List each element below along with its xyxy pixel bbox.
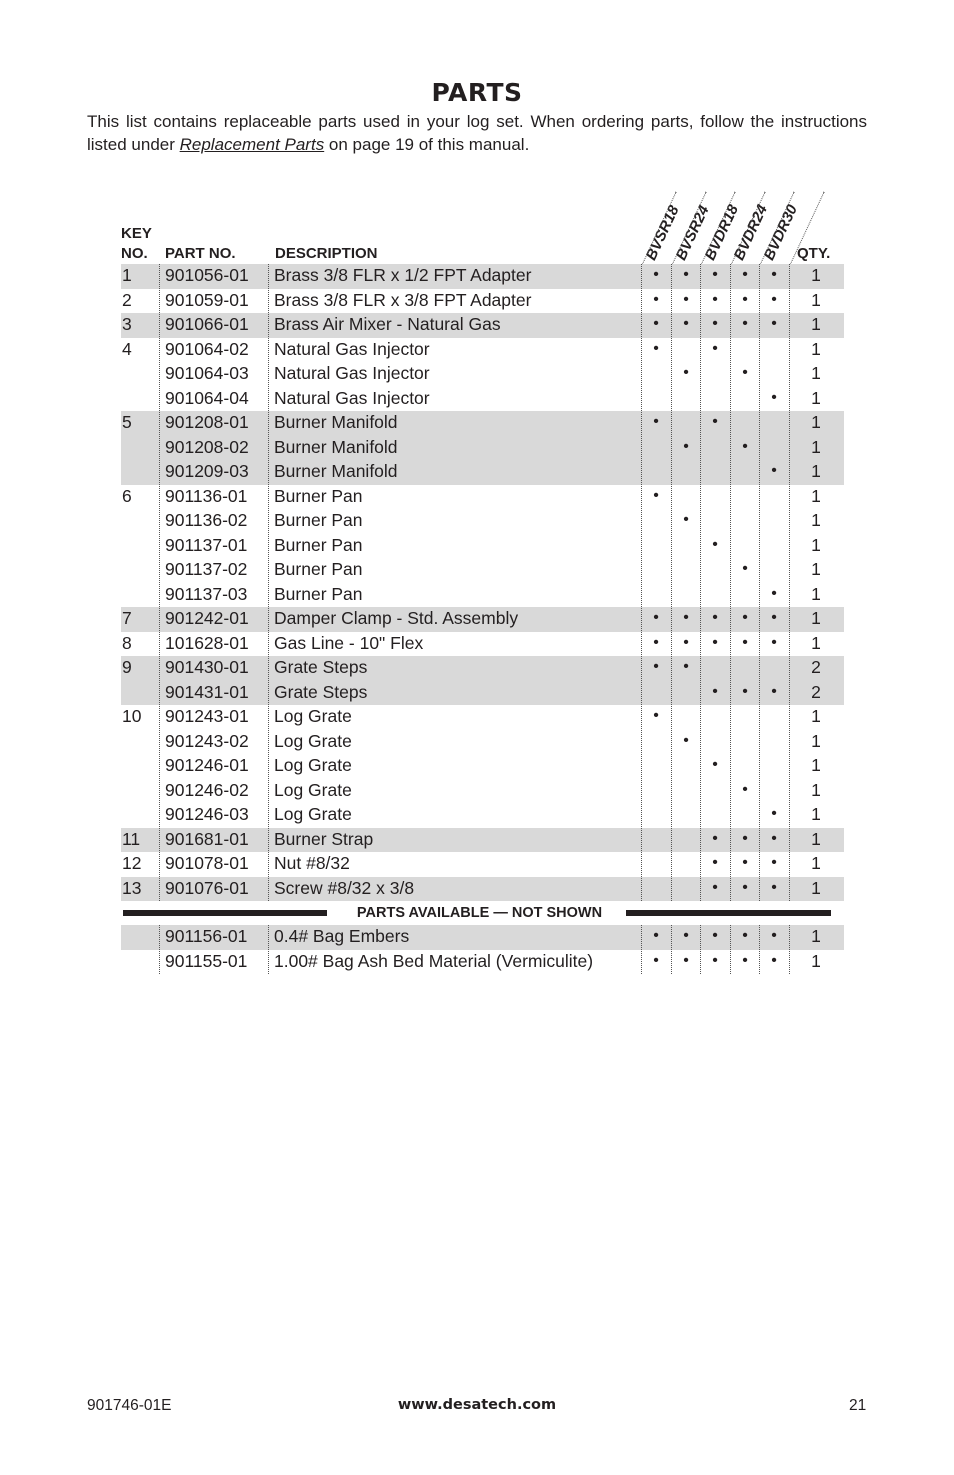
quantity: 1 — [811, 583, 821, 604]
model-bullet-bvdr30: • — [771, 829, 777, 847]
part-number: 901137-03 — [165, 583, 248, 604]
model-bullet-bvsr18: • — [653, 927, 659, 944]
model-bullet-bvdr30: • — [771, 805, 777, 822]
replacement-parts-link[interactable]: Replacement Parts — [179, 135, 325, 154]
table-row — [121, 436, 844, 461]
model-bullet-bvdr24: • — [742, 266, 748, 283]
quantity: 1 — [811, 730, 821, 751]
quantity: 1 — [811, 559, 821, 579]
model-bullet-bvdr30: • — [771, 878, 777, 896]
part-description: Burner Strap — [274, 828, 374, 849]
model-header-bvdr24: BVDR24 — [730, 202, 772, 263]
key-number: 9 — [122, 657, 132, 677]
table-row — [121, 730, 844, 755]
quantity: 1 — [811, 926, 821, 946]
column-divider — [759, 264, 760, 901]
model-bullet-bvdr24: • — [742, 560, 748, 577]
part-number: 901064-04 — [165, 387, 249, 408]
model-bullet-bvsr24: • — [683, 266, 689, 283]
separator-label: PARTS AVAILABLE — NOT SHOWN — [356, 905, 603, 921]
part-description: Grate Steps — [274, 681, 368, 702]
quantity: 1 — [811, 706, 821, 726]
table-row — [121, 632, 844, 657]
quantity: 1 — [811, 779, 821, 800]
model-bullet-bvdr30: • — [771, 388, 777, 406]
model-bullet-bvdr24: • — [742, 364, 748, 381]
key-number: 8 — [122, 632, 132, 653]
model-bullet-bvdr18: • — [712, 878, 718, 896]
table-row — [121, 558, 844, 583]
model-bullet-bvdr24: • — [742, 633, 748, 651]
model-bullet-bvdr18: • — [712, 951, 718, 969]
part-number: 901064-03 — [165, 363, 249, 383]
model-bullet-bvdr18: • — [712, 609, 718, 626]
column-divider — [159, 925, 160, 974]
key-number: 1 — [122, 265, 132, 285]
separator-bar-right — [626, 910, 831, 916]
table-row — [121, 705, 844, 730]
part-description: Natural Gas Injector — [274, 338, 430, 359]
quantity: 1 — [811, 314, 821, 334]
column-divider — [641, 264, 642, 901]
model-bullet-bvdr24: • — [742, 437, 748, 455]
model-bullet-bvsr18: • — [653, 951, 659, 969]
part-number: 901056-01 — [165, 265, 249, 285]
table-row — [121, 754, 844, 779]
model-bullet-bvsr18: • — [653, 633, 659, 651]
model-bullet-bvdr24: • — [742, 315, 748, 332]
model-bullet-bvsr24: • — [683, 609, 689, 626]
model-bullet-bvdr30: • — [771, 290, 777, 308]
model-bullet-bvdr18: • — [712, 315, 718, 332]
model-bullet-bvdr24: • — [742, 829, 748, 847]
column-divider — [268, 925, 269, 974]
quantity: 1 — [811, 485, 821, 506]
header-no: NO. — [121, 245, 148, 262]
column-divider — [159, 264, 160, 901]
part-description: Burner Manifold — [274, 461, 398, 481]
model-bullet-bvsr24: • — [683, 437, 689, 455]
column-divider — [700, 264, 701, 901]
table-row — [121, 852, 844, 877]
column-divider — [789, 925, 790, 974]
part-number: 901156-01 — [165, 926, 248, 946]
key-number: 2 — [122, 289, 132, 310]
quantity: 1 — [811, 265, 821, 285]
parts-table — [121, 264, 844, 901]
quantity: 1 — [811, 510, 821, 530]
table-row — [121, 828, 844, 853]
model-bullet-bvdr30: • — [771, 266, 777, 283]
part-number: 901136-01 — [165, 485, 248, 506]
quantity: 2 — [811, 681, 821, 702]
quantity: 1 — [811, 755, 821, 775]
part-description: Log Grate — [274, 730, 352, 751]
model-bullet-bvdr30: • — [771, 682, 777, 700]
part-description: Log Grate — [274, 779, 352, 800]
model-bullet-bvdr18: • — [712, 413, 718, 430]
table-row — [121, 877, 844, 902]
table-row — [121, 656, 844, 681]
website: www.desatech.com — [397, 1397, 557, 1413]
quantity: 1 — [811, 534, 821, 555]
table-row — [121, 607, 844, 632]
table-row — [121, 950, 844, 975]
header-description: DESCRIPTION — [275, 245, 378, 262]
part-number: 901246-02 — [165, 779, 249, 800]
part-number: 901209-03 — [165, 461, 249, 481]
table-row — [121, 387, 844, 412]
header-key: KEY — [121, 225, 152, 242]
part-number: 901078-01 — [165, 853, 249, 873]
quantity: 1 — [811, 363, 821, 383]
table-row — [121, 681, 844, 706]
model-bullet-bvsr18: • — [653, 413, 659, 430]
model-bullet-bvdr30: • — [771, 584, 777, 602]
quantity: 1 — [811, 461, 821, 481]
page-title: PARTS — [431, 78, 523, 107]
part-description: Burner Manifold — [274, 436, 398, 457]
part-number: 901681-01 — [165, 828, 249, 849]
model-bullet-bvsr18: • — [653, 290, 659, 308]
model-bullet-bvdr30: • — [771, 462, 777, 479]
table-row — [121, 411, 844, 436]
part-number: 901246-03 — [165, 804, 249, 824]
part-description: Burner Pan — [274, 534, 363, 555]
part-number: 901243-01 — [165, 706, 249, 726]
model-bullet-bvdr18: • — [712, 854, 718, 871]
part-number: 901064-02 — [165, 338, 249, 359]
model-bullet-bvdr18: • — [712, 927, 718, 944]
model-bullet-bvdr18: • — [712, 266, 718, 283]
quantity: 1 — [811, 828, 821, 849]
model-bullet-bvsr24: • — [683, 658, 689, 675]
quantity: 1 — [811, 436, 821, 457]
column-divider — [789, 264, 790, 901]
model-bullet-bvdr18: • — [712, 756, 718, 773]
table-row — [121, 925, 844, 950]
model-bullet-bvdr24: • — [742, 780, 748, 798]
column-divider — [268, 264, 269, 901]
intro-text-end: on page 19 of this manual. — [324, 135, 530, 154]
key-number: 5 — [122, 412, 132, 432]
page-number: 21 — [849, 1397, 867, 1414]
part-number: 901066-01 — [165, 314, 249, 334]
model-header-bvsr24: BVSR24 — [672, 202, 713, 263]
model-bullet-bvsr24: • — [683, 633, 689, 651]
key-number: 12 — [122, 853, 142, 873]
model-bullet-bvdr30: • — [771, 854, 777, 871]
model-bullet-bvsr24: • — [683, 511, 689, 528]
table-row — [121, 264, 844, 289]
intro-text: This list contains replaceable parts used in your log set. When ordering parts, follow the instructions listed under — [87, 112, 867, 154]
part-number: 901243-02 — [165, 730, 249, 751]
part-number: 901137-02 — [165, 559, 248, 579]
quantity: 1 — [811, 387, 821, 408]
model-bullet-bvsr18: • — [653, 266, 659, 283]
model-bullet-bvsr24: • — [683, 364, 689, 381]
column-divider — [671, 925, 672, 974]
part-description: Burner Pan — [274, 583, 363, 604]
part-description: Brass Air Mixer - Natural Gas — [274, 314, 501, 334]
model-bullet-bvdr30: • — [771, 609, 777, 626]
part-description: Log Grate — [274, 804, 352, 824]
table-row — [121, 289, 844, 314]
separator-bar-left — [123, 910, 327, 916]
header-part-no: PART NO. — [165, 245, 236, 262]
model-bullet-bvsr18: • — [653, 707, 659, 724]
part-description: Screw #8/32 x 3/8 — [274, 877, 415, 898]
model-bullet-bvdr30: • — [771, 951, 777, 969]
part-number: 901076-01 — [165, 877, 249, 898]
quantity: 1 — [811, 338, 821, 359]
model-bullet-bvsr24: • — [683, 731, 689, 749]
part-description: Burner Manifold — [274, 412, 398, 432]
model-bullet-bvsr18: • — [653, 658, 659, 675]
model-bullet-bvsr24: • — [683, 290, 689, 308]
quantity: 1 — [811, 289, 821, 310]
model-bullet-bvdr24: • — [742, 927, 748, 944]
header-qty: QTY. — [797, 245, 831, 262]
part-description: Burner Pan — [274, 510, 363, 530]
model-header-bvdr30: BVDR30 — [760, 202, 802, 263]
model-bullet-bvdr18: • — [712, 633, 718, 651]
quantity: 1 — [811, 950, 821, 971]
table-row — [121, 534, 844, 559]
part-number: 901246-01 — [165, 755, 249, 775]
part-description: Burner Pan — [274, 485, 363, 506]
part-number: 901155-01 — [165, 950, 248, 971]
table-row — [121, 803, 844, 828]
table-row — [121, 485, 844, 510]
key-number: 10 — [122, 706, 142, 726]
part-number: 901242-01 — [165, 608, 249, 628]
part-number: 901431-01 — [165, 681, 249, 702]
model-bullet-bvdr24: • — [742, 951, 748, 969]
parts-not-shown-separator — [121, 904, 831, 922]
key-number: 4 — [122, 338, 132, 359]
key-number: 6 — [122, 485, 132, 506]
quantity: 1 — [811, 853, 821, 873]
table-row — [121, 779, 844, 804]
table-row — [121, 313, 844, 338]
column-divider — [671, 264, 672, 901]
model-bullet-bvdr30: • — [771, 315, 777, 332]
table-row — [121, 460, 844, 485]
part-description: Log Grate — [274, 755, 352, 775]
model-bullet-bvdr24: • — [742, 854, 748, 871]
quantity: 1 — [811, 608, 821, 628]
part-description: Damper Clamp - Std. Assembly — [274, 608, 519, 628]
quantity: 1 — [811, 632, 821, 653]
quantity: 2 — [811, 657, 821, 677]
column-divider — [759, 925, 760, 974]
model-bullet-bvsr18: • — [653, 315, 659, 332]
model-bullet-bvdr30: • — [771, 633, 777, 651]
model-bullet-bvsr18: • — [653, 486, 659, 504]
column-divider — [730, 264, 731, 901]
model-bullet-bvsr24: • — [683, 315, 689, 332]
part-description: Burner Pan — [274, 559, 363, 579]
column-divider — [730, 925, 731, 974]
part-description: Brass 3/8 FLR x 1/2 FPT Adapter — [274, 265, 532, 285]
part-description: 0.4# Bag Embers — [274, 926, 410, 946]
part-number: 901137-01 — [165, 534, 248, 555]
model-bullet-bvdr18: • — [712, 829, 718, 847]
model-bullet-bvdr30: • — [771, 927, 777, 944]
key-number: 3 — [122, 314, 132, 334]
table-row — [121, 362, 844, 387]
model-bullet-bvdr18: • — [712, 682, 718, 700]
part-number: 901430-01 — [165, 657, 249, 677]
table-row — [121, 338, 844, 363]
model-bullet-bvdr18: • — [712, 535, 718, 553]
model-bullet-bvdr24: • — [742, 878, 748, 896]
key-number: 11 — [122, 828, 141, 849]
model-bullet-bvdr24: • — [742, 290, 748, 308]
part-number: 101628-01 — [165, 632, 249, 653]
part-description: 1.00# Bag Ash Bed Material (Vermiculite) — [274, 950, 594, 971]
part-description: Natural Gas Injector — [274, 363, 430, 383]
part-description: Grate Steps — [274, 657, 368, 677]
doc-number: 901746-01E — [87, 1397, 172, 1414]
table-row — [121, 509, 844, 534]
model-bullet-bvdr24: • — [742, 609, 748, 626]
part-number: 901208-01 — [165, 412, 249, 432]
model-bullet-bvdr18: • — [712, 339, 718, 357]
intro-paragraph — [87, 110, 867, 156]
column-divider — [641, 925, 642, 974]
model-header-bvsr18: BVSR18 — [642, 202, 683, 263]
model-header-bvdr18: BVDR18 — [701, 202, 743, 263]
part-description: Natural Gas Injector — [274, 387, 430, 408]
column-divider — [700, 925, 701, 974]
key-number: 7 — [122, 608, 132, 628]
model-bullet-bvsr18: • — [653, 339, 659, 357]
part-description: Nut #8/32 — [274, 853, 350, 873]
quantity: 1 — [811, 804, 821, 824]
model-bullet-bvdr18: • — [712, 290, 718, 308]
part-number: 901208-02 — [165, 436, 249, 457]
model-bullet-bvsr24: • — [683, 927, 689, 944]
model-bullet-bvdr24: • — [742, 682, 748, 700]
model-bullet-bvsr24: • — [683, 951, 689, 969]
table-row — [121, 583, 844, 608]
part-description: Gas Line - 10" Flex — [274, 632, 424, 653]
model-bullet-bvsr18: • — [653, 609, 659, 626]
quantity: 1 — [811, 877, 821, 898]
part-description: Log Grate — [274, 706, 352, 726]
key-number: 13 — [122, 877, 142, 898]
part-number: 901136-02 — [165, 510, 248, 530]
parts-not-shown-table — [121, 925, 844, 974]
quantity: 1 — [811, 412, 821, 432]
part-number: 901059-01 — [165, 289, 249, 310]
part-description: Brass 3/8 FLR x 3/8 FPT Adapter — [274, 289, 532, 310]
